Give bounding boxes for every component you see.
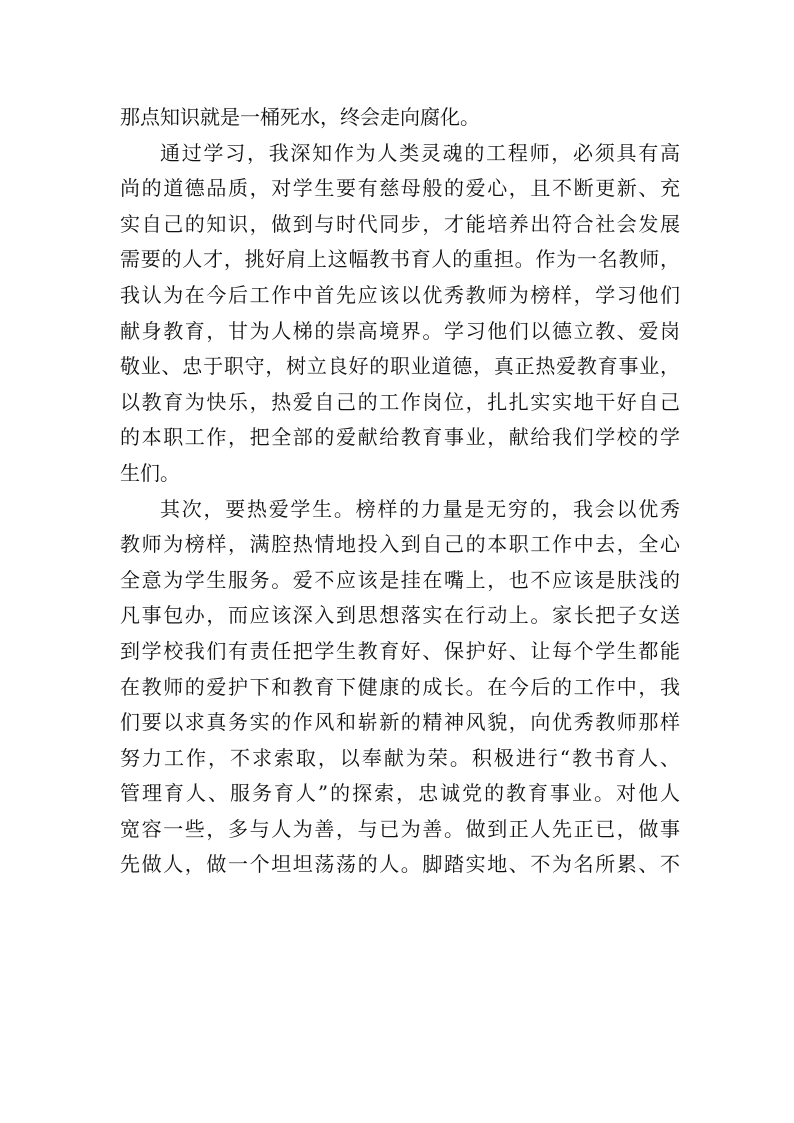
text-line: 先做人，做一个坦坦荡荡的人。脚踏实地、不为名所累、不 (120, 852, 680, 877)
text-line: 敬业、忠于职守，树立良好的职业道德，真正热爱教育事业， (120, 354, 680, 379)
text-line: 努力工作，不求索取，以奉献为荣。积极进行“教书育人、 (120, 745, 680, 770)
text-line: 我认为在今后工作中首先应该以优秀教师为榜样，学习他们 (120, 282, 680, 307)
text-line: 全意为学生服务。爱不应该是挂在嘴上，也不应该是肤浅的 (120, 567, 680, 592)
text-line: 实自己的知识，做到与时代同步，才能培养出符合社会发展 (120, 211, 680, 236)
paragraph-first-line: 其次，要热爱学生。榜样的力量是无穷的，我会以优秀 (160, 496, 680, 521)
text-line: 以教育为快乐，热爱自己的工作岗位，扎扎实实地干好自己 (120, 389, 680, 414)
text-line: 献身教育，甘为人梯的崇高境界。学习他们以德立教、爱岗 (120, 318, 680, 343)
paragraph-first-line: 通过学习，我深知作为人类灵魂的工程师，必须具有高 (160, 140, 680, 165)
text-line: 的本职工作，把全部的爱献给教育事业，献给我们学校的学 (120, 425, 680, 450)
text-line: 们要以求真务实的作风和崭新的精神风貌，向优秀教师那样 (120, 710, 680, 735)
text-line: 宽容一些，多与人为善，与已为善。做到正人先正已，做事 (120, 816, 680, 841)
text-line: 尚的道德品质，对学生要有慈母般的爱心，且不断更新、充 (120, 176, 680, 201)
text-line: 管理育人、服务育人”的探索，忠诚党的教育事业。对他人 (120, 781, 680, 806)
text-line: 那点知识就是一桶死水，终会走向腐化。 (120, 105, 480, 129)
text-line: 在教师的爱护下和教育下健康的成长。在今后的工作中，我 (120, 674, 680, 699)
text-line: 凡事包办，而应该深入到思想落实在行动上。家长把子女送 (120, 603, 680, 628)
text-line: 到学校我们有责任把学生教育好、保护好、让每个学生都能 (120, 638, 680, 663)
text-line: 需要的人才，挑好肩上这幅教书育人的重担。作为一名教师， (120, 247, 680, 272)
body-text (120, 100, 680, 883)
text-line: 生们。 (120, 460, 180, 485)
text-line: 教师为榜样，满腔热情地投入到自己的本职工作中去，全心 (120, 532, 680, 557)
